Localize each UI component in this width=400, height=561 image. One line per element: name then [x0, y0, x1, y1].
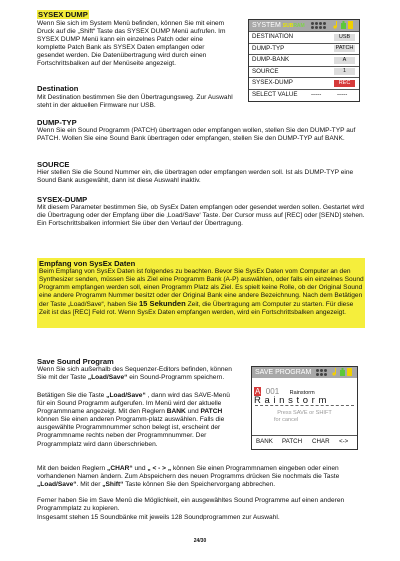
lcd2-footer	[252, 435, 357, 448]
indicator-dot-icon	[311, 22, 314, 25]
lcd-title-ram: RAM	[293, 23, 305, 29]
save-program-lcd	[251, 366, 358, 450]
system-sysex-lcd	[248, 19, 360, 102]
lcd-title-sub: SUB	[282, 23, 294, 29]
lcd-row-destination: DESTINATION USB	[249, 31, 359, 43]
indicator-dot-icon	[319, 26, 322, 29]
name-underline	[255, 405, 354, 407]
footer-patch[interactable]: PATCH	[282, 438, 303, 445]
indicator-dot-icon	[315, 22, 318, 25]
program-name-edit[interactable]: R a i n s t o r m	[254, 395, 327, 406]
source-text: Hier stellen Sie die Sound Nummer ein, die übertragen oder empfangen werden soll. Ist als DUMP-TYP eine Sound Bank ausgewählt, dann ist diese Auswahl inaktiv.	[37, 169, 354, 185]
lcd-row-sysex-dump: SYSEX-DUMP REC	[249, 77, 359, 89]
lcd-row-dump-bank: DUMP-BANK A	[249, 54, 359, 66]
section-title-sysex-dump: SYSEX DUMP	[38, 10, 88, 19]
program-name-small: Rainstorm	[289, 390, 315, 396]
indicator-dot-icon	[311, 26, 314, 29]
indicator-dot-icon	[324, 369, 327, 372]
program-number-row	[254, 381, 354, 396]
indicator-dot-icon	[320, 369, 323, 372]
destination-text: Mit Destination bestimmen Sie den Übertragungsweg. Zur Auswahl steht in der aktuellen Firmware nur USB.	[37, 94, 233, 110]
dump-typ-value[interactable]: PATCH	[335, 45, 354, 51]
program-number[interactable]: 001	[265, 387, 280, 396]
save-sound-p5: Insgesamt stehen 15 Soundbänke mit jeweils 128 Soundprogrammen zur Auswahl.	[37, 514, 280, 521]
sysex-dump-text: Wenn Sie sich im System Menü befinden, können Sie mit einem Druck auf die „Shift“ Taste das SYSEX DUMP Menü aufrufen. Im SYSEX DUMP Menü kann ein einzelnes Patch oder eine komplette Patch Bank als SYSEX Daten empfangen oder gesendet werden. Die Datenübertragung wird durch einen Fortschrittsbalken auf der Menüseite angezeigt.	[37, 20, 226, 68]
indicator-dot-icon	[323, 26, 326, 29]
destination-value[interactable]: USB	[334, 34, 355, 41]
indicator-dot-icon	[320, 373, 323, 376]
dump-typ-text: Wenn Sie ein Sound Programm (PATCH) übertragen oder empfangen wollen, stellen Sie den DUMP-TYP auf PATCH. Wollen Sie eine Sound Bank übertragen oder empfangen, stellen Sie den DUMP-TYP auf BANK.	[37, 127, 356, 143]
lcd-footer: SELECT VALUE ----- -----	[249, 89, 359, 101]
footer-cursor[interactable]: <->	[339, 438, 349, 445]
lcd2-title: SAVE PROGRAM	[255, 369, 312, 376]
dump-bank-value[interactable]: A	[334, 57, 355, 64]
section-title-sysex-dump-param: SYSEX-DUMP	[37, 195, 88, 204]
save-sound-p4: Ferner haben Sie im Save Menü die Möglichkeit, ein ausgewähltes Sound Programme auf einen anderen Programmplatz zu kopieren.	[37, 497, 345, 513]
page-number: 24/30	[193, 538, 207, 544]
empfang-text: Beim Empfang von SysEx Daten ist folgendes zu beachten. Bevor Sie SysEx Daten vom Computer an den Synthesizer senden, müssen Sie als Ziel eine Programm Bank (A-P) auswählen, oder falls ein einzelnes Sound Programm empfangen werden soll, einen Programm Platz als Ziel. Es spielt keine Rolle, ob der Original Sound eine andere Programm Nummer besitzt oder der Original Bank eine andere Bezeichnung. Nach dem Betätigen der Taste „Load/Save“, haben Sie 15 Sekunden Zeit, die Übertragung am Computer zu starten. Für diese Zeit ist das [REC] Feld rot. Wenn SysEx Daten empfangen werden, wird ein Fortschrittsbalken angezeigt.	[39, 268, 364, 317]
section-title-source: SOURCE	[37, 160, 70, 169]
sysex-dump-rec-value[interactable]: REC	[334, 80, 355, 87]
status-icon	[348, 21, 353, 29]
battery-icon	[341, 21, 346, 29]
save-hint: Press SAVE or SHIFT for cancel	[274, 410, 332, 423]
lcd2-title-bar	[252, 367, 357, 378]
section-title-dump-typ: DUMP-TYP	[37, 118, 77, 127]
section-title-empfang: Empfang von SysEx Daten	[39, 259, 136, 268]
footer-char[interactable]: CHAR	[312, 438, 330, 445]
indicator-dot-icon	[323, 22, 326, 25]
note-icon	[333, 21, 338, 29]
indicator-dot-icon	[319, 22, 322, 25]
bank-letter[interactable]: A	[255, 387, 261, 396]
indicator-dot-icon	[315, 26, 318, 29]
indicator-dot-icon	[316, 369, 319, 372]
indicator-dot-icon	[316, 373, 319, 376]
save-sound-p1: Wenn Sie sich außerhalb des Sequenzer-Editors befinden, können Sie mit der Taste „Load/Save“ ein Sound-Programm speichern.	[37, 366, 232, 382]
save-sound-p3: Mit den beiden Reglern „CHAR“ und „ < - > „ können Sie einen Programmnamen eingeben oder einen vorhandenen Namen ändern. Zum Abspeichern des neuen Programms drücken Sie nochmals die Taste „Load/Save“. Mit der „Shift“ Taste können Sie den Speichervorgang abbrechen.	[37, 465, 340, 489]
lcd-title-system: SYSTEM	[252, 22, 281, 29]
section-title-destination: Destination	[37, 84, 79, 93]
note-icon	[332, 368, 337, 376]
save-sound-p2: Betätigen Sie die Taste „Load/Save“ , dann wird das SAVE-Menü für ein Sound Programm aufgerufen. Im Menü wird der aktuelle Programmname angezeigt. Mit den Reglern BANK und PATCH können Sie einen anderen Programm-platz auswählen. Falls die ausgewählte Programmnummer schon belegt ist, erscheint der Programmname rechts neben der Programmnummer. Der Programmplatz wird dann überschrieben.	[37, 392, 230, 448]
lcd-row-dump-typ: DUMP-TYP PATCH	[249, 43, 359, 55]
sysex-dump-param-text: Mit diesem Parameter bestimmen Sie, ob SysEx Daten empfangen oder gesendet werden sollen. Gestartet wird die Übertragung oder der Empfang über die ‚Load/Save‘ Taste. Der Cursor muss auf [REC] oder [SEND] stehen. Ein Fortschrittsbalken informiert Sie über den Verlauf der Übertragung.	[37, 204, 365, 228]
source-value[interactable]: 1	[334, 68, 355, 75]
footer-bank[interactable]: BANK	[256, 438, 273, 445]
battery-icon	[340, 368, 345, 376]
section-title-save-sound: Save Sound Program	[37, 357, 114, 366]
status-icon	[347, 368, 352, 376]
indicator-dot-icon	[324, 373, 327, 376]
lcd-row-source: SOURCE 1	[249, 66, 359, 78]
lcd-title-bar	[249, 20, 359, 31]
